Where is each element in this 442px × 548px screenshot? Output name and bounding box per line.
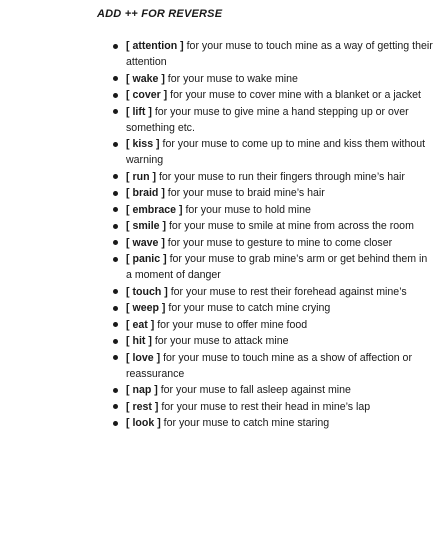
prompt-tag: [ eat ] <box>126 318 155 331</box>
bullet-icon <box>113 306 118 311</box>
prompt-description: for your muse to attack mine <box>151 335 289 347</box>
bullet-icon <box>113 404 118 409</box>
prompt-tag: [ cover ] <box>126 89 168 101</box>
bullet-icon <box>113 388 118 393</box>
bullet-icon <box>113 355 118 360</box>
prompt-tag: [ smile ] <box>126 220 167 232</box>
bullet-icon <box>113 93 118 98</box>
list-item <box>113 284 433 300</box>
bullet-icon <box>113 339 118 344</box>
list-item <box>113 350 433 382</box>
prompt-tag: [ touch ] <box>126 285 168 298</box>
page-heading: ADD ++ FOR REVERSE <box>97 8 223 20</box>
prompt-tag: [ love ] <box>126 351 161 364</box>
bullet-icon <box>113 191 118 196</box>
prompt-tag: [ attention ] <box>126 40 184 52</box>
bullet-icon <box>113 322 118 327</box>
bullet-icon <box>113 224 118 229</box>
list-item <box>113 136 433 168</box>
list-item <box>113 415 433 431</box>
list-item <box>113 71 433 87</box>
prompt-tag: [ braid ] <box>126 187 165 199</box>
prompt-tag: [ embrace ] <box>126 203 183 216</box>
bullet-icon <box>113 207 118 212</box>
prompt-description: for your muse to rest their forehead against mine’s <box>167 285 407 298</box>
prompt-tag: [ lift ] <box>126 105 152 118</box>
prompt-description: for your muse to give mine a hand stepping up or over something etc. <box>126 105 409 134</box>
list-item <box>113 251 433 283</box>
prompt-tag: [ nap ] <box>126 384 158 396</box>
prompt-tag: [ panic ] <box>126 253 167 265</box>
prompt-description: for your muse to touch mine as a show of affection or reassurance <box>126 351 412 380</box>
prompt-description: for your muse to grab mine’s arm or get behind them in a moment of danger <box>126 253 428 281</box>
prompt-description: for your muse to braid mine’s hair <box>164 187 325 199</box>
bullet-icon <box>113 421 118 426</box>
prompt-description: for your muse to offer mine food <box>154 318 308 331</box>
bullet-icon <box>113 257 118 262</box>
prompt-description: for your muse to catch mine crying <box>165 302 331 314</box>
list-item <box>113 169 433 185</box>
list-item <box>113 235 433 251</box>
list-item <box>113 300 433 316</box>
list-item <box>113 218 433 234</box>
prompt-description: for your muse to fall asleep against mine <box>157 384 351 396</box>
prompt-tag: [ wave ] <box>126 236 165 249</box>
prompt-description: for your muse to run their fingers through mine’s hair <box>156 170 405 183</box>
bullet-icon <box>113 240 118 245</box>
prompt-list <box>113 38 433 432</box>
list-item <box>113 104 433 136</box>
prompt-tag: [ kiss ] <box>126 138 160 150</box>
list-item <box>113 87 433 103</box>
list-item <box>113 38 433 70</box>
prompt-tag: [ look ] <box>126 417 161 429</box>
prompt-description: for your muse to touch mine as a way of getting their attention <box>126 40 433 68</box>
prompt-description: for your muse to catch mine staring <box>160 417 330 429</box>
bullet-icon <box>113 289 118 294</box>
bullet-icon <box>113 109 118 114</box>
prompt-description: for your muse to hold mine <box>182 203 311 216</box>
list-item <box>113 399 433 415</box>
list-item <box>113 202 433 218</box>
prompt-description: for your muse to wake mine <box>164 72 298 85</box>
prompt-tag: [ weep ] <box>126 302 166 314</box>
prompt-description: for your muse to smile at mine from across the room <box>166 220 414 232</box>
prompt-tag: [ rest ] <box>126 400 159 413</box>
prompt-tag: [ run ] <box>126 170 157 183</box>
bullet-icon <box>113 142 118 147</box>
prompt-description: for your muse to come up to mine and kiss them without warning <box>126 138 426 166</box>
bullet-icon <box>113 76 118 81</box>
list-item <box>113 382 433 398</box>
bullet-icon <box>113 44 118 49</box>
prompt-tag: [ wake ] <box>126 72 165 85</box>
bullet-icon <box>113 174 118 179</box>
prompt-description: for your muse to cover mine with a blanket or a jacket <box>167 89 421 101</box>
prompt-tag: [ hit ] <box>126 335 152 347</box>
list-item <box>113 185 433 201</box>
list-item <box>113 317 433 333</box>
prompt-description: for your muse to rest their head in mine’s lap <box>158 400 371 413</box>
prompt-description: for your muse to gesture to mine to come closer <box>164 236 393 249</box>
list-item <box>113 333 433 349</box>
